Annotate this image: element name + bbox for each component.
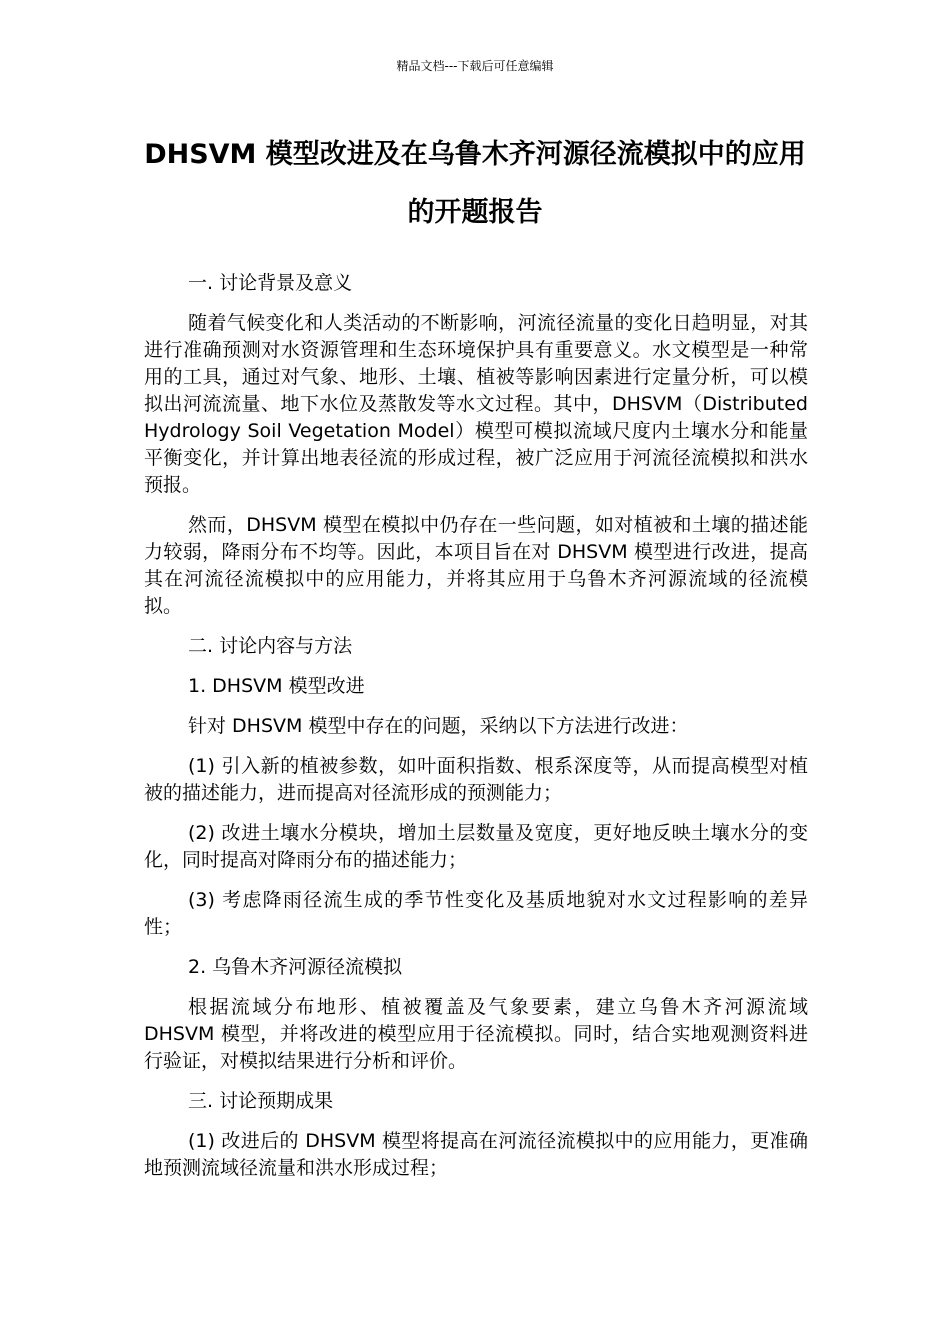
paragraph-runoff-simulation: 根据流域分布地形、植被覆盖及气象要素，建立乌鲁木齐河源流域 DHSVM 模型，并将改进的模型应用于径流模拟。同时，结合实地观测资料进行验证，对模拟结果进行分析和评价。 bbox=[144, 996, 808, 1072]
subheading-runoff-simulation: 2. 乌鲁木齐河源径流模拟 bbox=[188, 956, 403, 978]
document-body bbox=[144, 270, 808, 1195]
section-heading-content-method: 二. 讨论内容与方法 bbox=[188, 635, 353, 657]
list-item-rainfall: (3) 考虑降雨径流生成的季节性变化及基质地貌对水文过程影响的差异性； bbox=[144, 889, 808, 938]
section-heading-expected-results: 三. 讨论预期成果 bbox=[188, 1090, 334, 1112]
list-item-expected-result: (1) 改进后的 DHSVM 模型将提高在河流径流模拟中的应用能力，更准确地预测流域径流量和洪水形成过程； bbox=[144, 1130, 808, 1179]
list-item-soil: (2) 改进土壤水分模块，增加土层数量及宽度，更好地反映土壤水分的变化，同时提高对降雨分布的描述能力； bbox=[144, 822, 808, 871]
subheading-model-improvement: 1. DHSVM 模型改进 bbox=[188, 675, 365, 697]
paragraph-background: 随着气候变化和人类活动的不断影响，河流径流量的变化日趋明显，对其进行准确预测对水资源管理和生态环境保护具有重要意义。水文模型是一种常用的工具，通过对气象、地形、土壤、植被等影响因素进行定量分析，可以模拟出河流流量、地下水位及蒸散发等水文过程。其中，DHSVM（Distributed Hydrology Soil Vegetation Model）模型可模拟流域尺度内土壤水分和能量平衡变化，并计算出地表径流的形成过程，被广泛应用于河流径流模拟和洪水预报。 bbox=[144, 312, 808, 496]
document-title: DHSVM 模型改进及在乌鲁木齐河源径流模拟中的应用的开题报告 bbox=[144, 139, 806, 228]
paragraph-problem: 然而，DHSVM 模型在模拟中仍存在一些问题，如对植被和土壤的描述能力较弱，降雨分布不均等。因此，本项目旨在对 DHSVM 模型进行改进，提高其在河流径流模拟中的应用能力，并将其应用于乌鲁木齐河源流域的径流模拟。 bbox=[144, 514, 808, 617]
header-note: 精品文档---下载后可任意编辑 bbox=[396, 59, 554, 73]
list-item-vegetation: (1) 引入新的植被参数，如叶面积指数、根系深度等，从而提高模型对植被的描述能力，进而提高对径流形成的预测能力； bbox=[144, 755, 808, 804]
paragraph-improvement-intro: 针对 DHSVM 模型中存在的问题，采纳以下方法进行改进： bbox=[188, 715, 689, 737]
section-heading-background: 一. 讨论背景及意义 bbox=[188, 272, 353, 294]
